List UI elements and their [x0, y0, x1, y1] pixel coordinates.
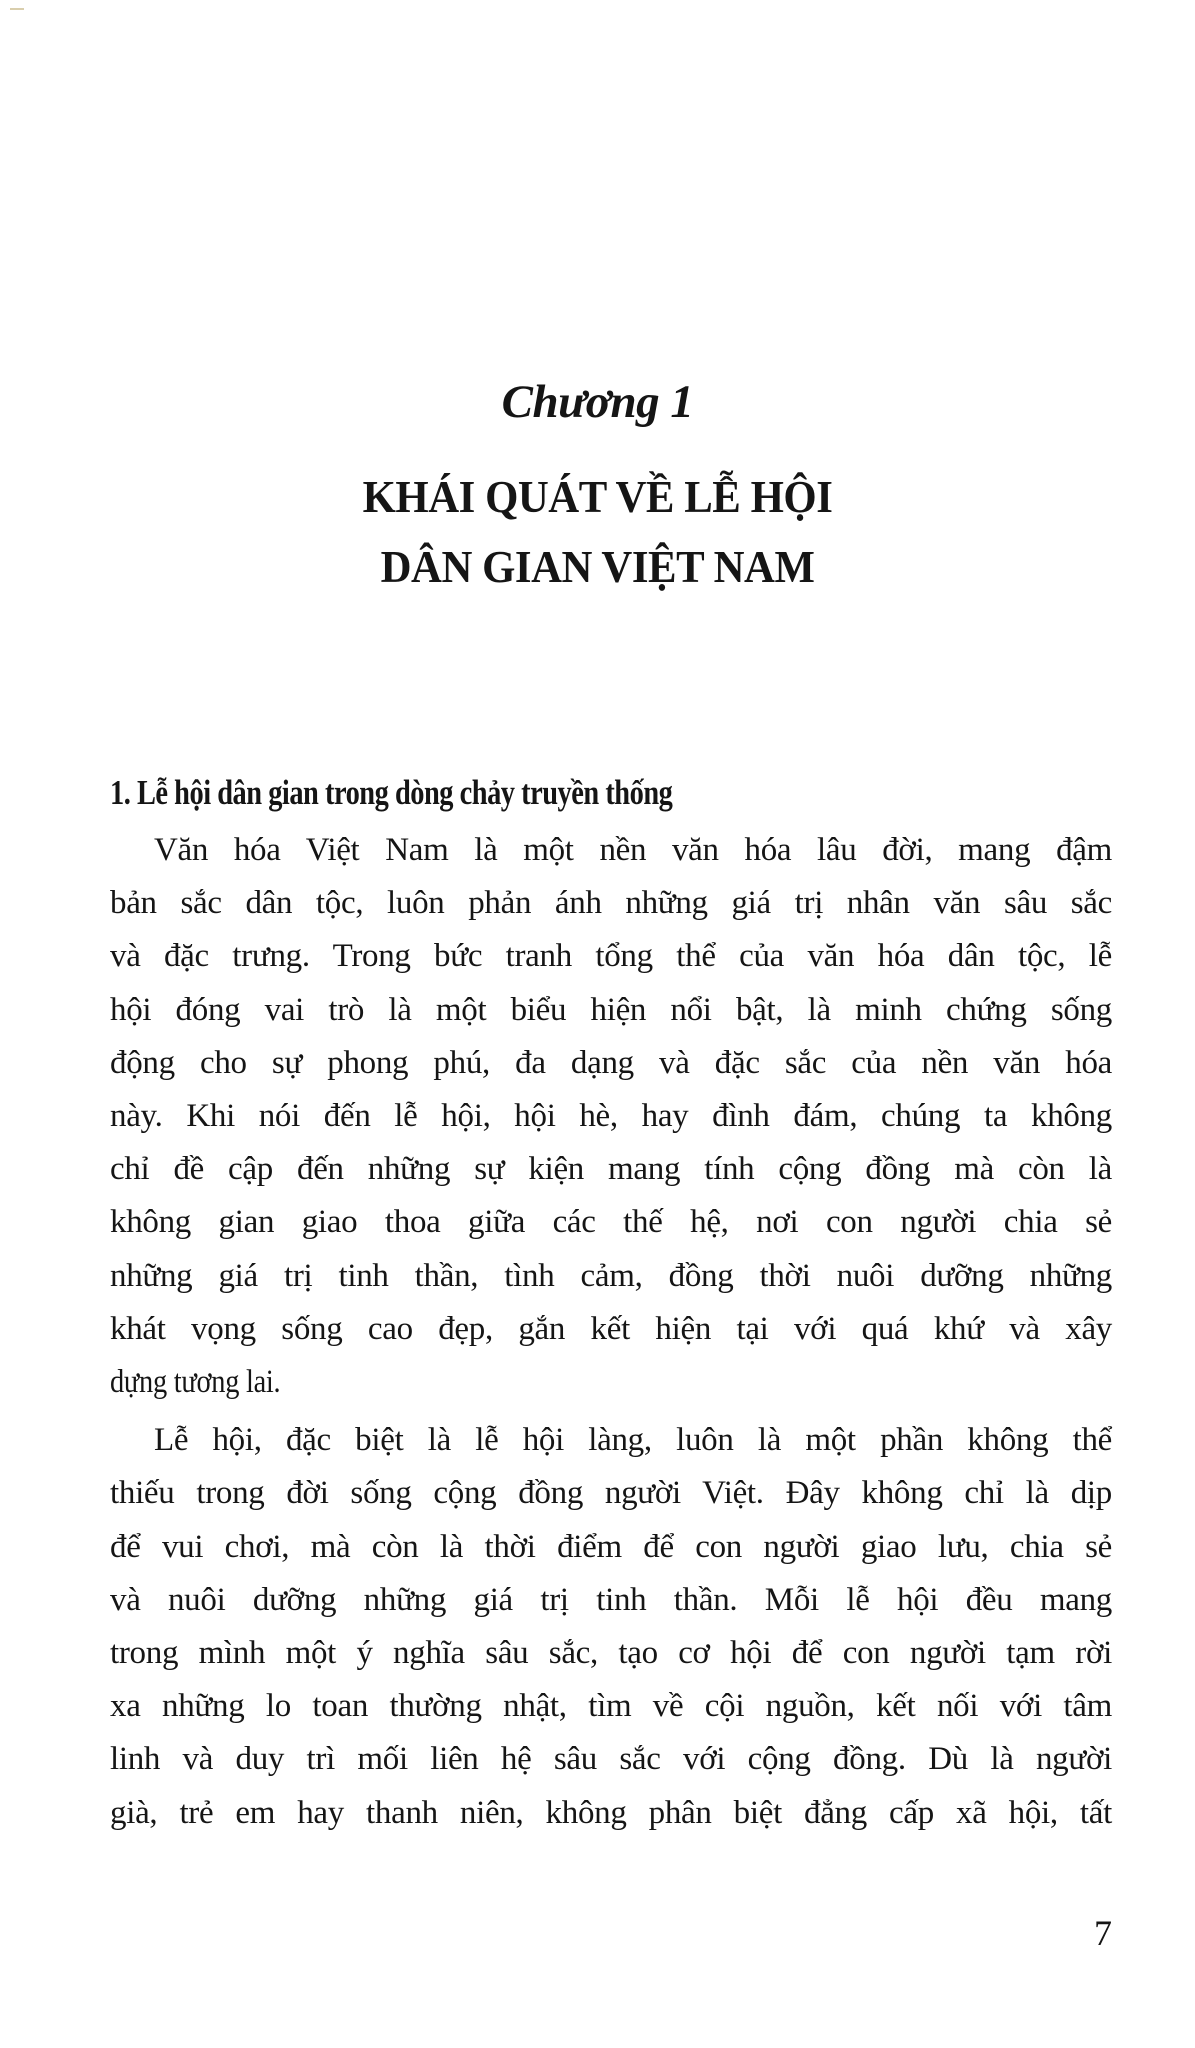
chapter-title: [0, 462, 1195, 602]
paragraph: [110, 1414, 1112, 1840]
text-line: linh và duy trì mối liên hệ sâu sắc với cộng đồng. Dù là người: [110, 1741, 1112, 1778]
paragraph: [110, 824, 1112, 1409]
section-heading: 1. Lễ hội dân gian trong dòng chảy truyền thống: [110, 773, 673, 812]
chapter-title-line: DÂN GIAN VIỆT NAM: [380, 541, 815, 592]
text-line: hội đóng vai trò là một biểu hiện nổi bật, là minh chứng sống: [110, 991, 1112, 1028]
text-line: khát vọng sống cao đẹp, gắn kết hiện tại với quá khứ và xây: [110, 1310, 1112, 1347]
text-line: những giá trị tinh thần, tình cảm, đồng thời nuôi dưỡng những: [110, 1257, 1112, 1294]
text-line: và đặc trưng. Trong bức tranh tổng thể của văn hóa dân tộc, lễ: [110, 938, 1112, 975]
text-line: trong mình một ý nghĩa sâu sắc, tạo cơ hội để con người tạm rời: [110, 1635, 1112, 1672]
text-line: động cho sự phong phú, đa dạng và đặc sắc của nền văn hóa: [110, 1044, 1112, 1081]
text-line: bản sắc dân tộc, luôn phản ánh những giá trị nhân văn sâu sắc: [110, 885, 1112, 922]
text-line: xa những lo toan thường nhật, tìm về cội nguồn, kết nối với tâm: [110, 1688, 1112, 1725]
text-line: dựng tương lai.: [110, 1364, 281, 1401]
scan-artifact: [10, 8, 24, 10]
text-line: già, trẻ em hay thanh niên, không phân biệt đẳng cấp xã hội, tất: [110, 1794, 1112, 1831]
text-line: và nuôi dưỡng những giá trị tinh thần. Mỗi lễ hội đều mang: [110, 1581, 1112, 1618]
text-line: này. Khi nói đến lễ hội, hội hè, hay đình đám, chúng ta không: [110, 1098, 1112, 1135]
page-number: 7: [1094, 1913, 1112, 1953]
text-line: không gian giao thoa giữa các thế hệ, nơi con người chia sẻ: [110, 1204, 1112, 1241]
text-line: thiếu trong đời sống cộng đồng người Việt. Đây không chỉ là dịp: [110, 1475, 1112, 1512]
chapter-title-line: KHÁI QUÁT VỀ LỄ HỘI: [362, 471, 833, 522]
text-line: Văn hóa Việt Nam là một nền văn hóa lâu đời, mang đậm: [154, 832, 1112, 868]
body-text: [110, 824, 1112, 1845]
chapter-label: Chương 1: [501, 376, 694, 428]
text-line: để vui chơi, mà còn là thời điểm để con người giao lưu, chia sẻ: [110, 1528, 1112, 1565]
text-line: chỉ đề cập đến những sự kiện mang tính cộng đồng mà còn là: [110, 1151, 1112, 1188]
text-line: Lễ hội, đặc biệt là lễ hội làng, luôn là một phần không thể: [154, 1422, 1112, 1459]
